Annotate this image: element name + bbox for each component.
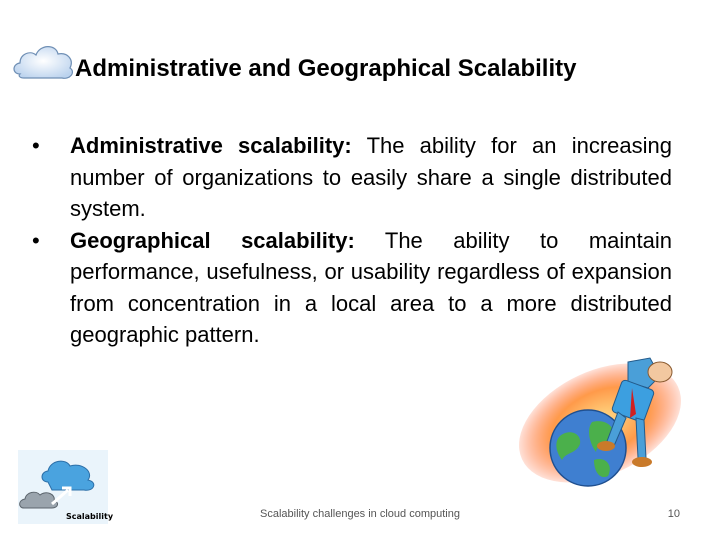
bullet-dot: • xyxy=(32,227,40,253)
globe-man-illustration xyxy=(510,348,690,498)
bullet-geographical xyxy=(32,225,672,351)
bullet-administrative xyxy=(32,130,672,225)
bullet-text: The ability for an increasing number of organizations to easily share a single distributed system. xyxy=(70,133,672,221)
bullet-dot: • xyxy=(32,133,40,158)
bullet-term: Administrative scalability: xyxy=(70,133,352,158)
footer-caption: Scalability challenges in cloud computing xyxy=(260,508,460,520)
slide-title: Administrative and Geographical Scalability xyxy=(75,55,577,82)
bullet-term: Geographical scalability: xyxy=(70,227,355,253)
bullet-text: The ability to maintain performance, usefulness, or usability regardless of expansion from concentration in a local area to a more distributed geographic pattern. xyxy=(70,227,672,347)
page-number: 10 xyxy=(667,508,680,520)
thumbnail-label: Scalability xyxy=(66,512,114,521)
bullet-list xyxy=(32,130,672,351)
cloud-logo-icon xyxy=(10,38,76,86)
cloud-scalability-thumbnail xyxy=(18,450,114,524)
